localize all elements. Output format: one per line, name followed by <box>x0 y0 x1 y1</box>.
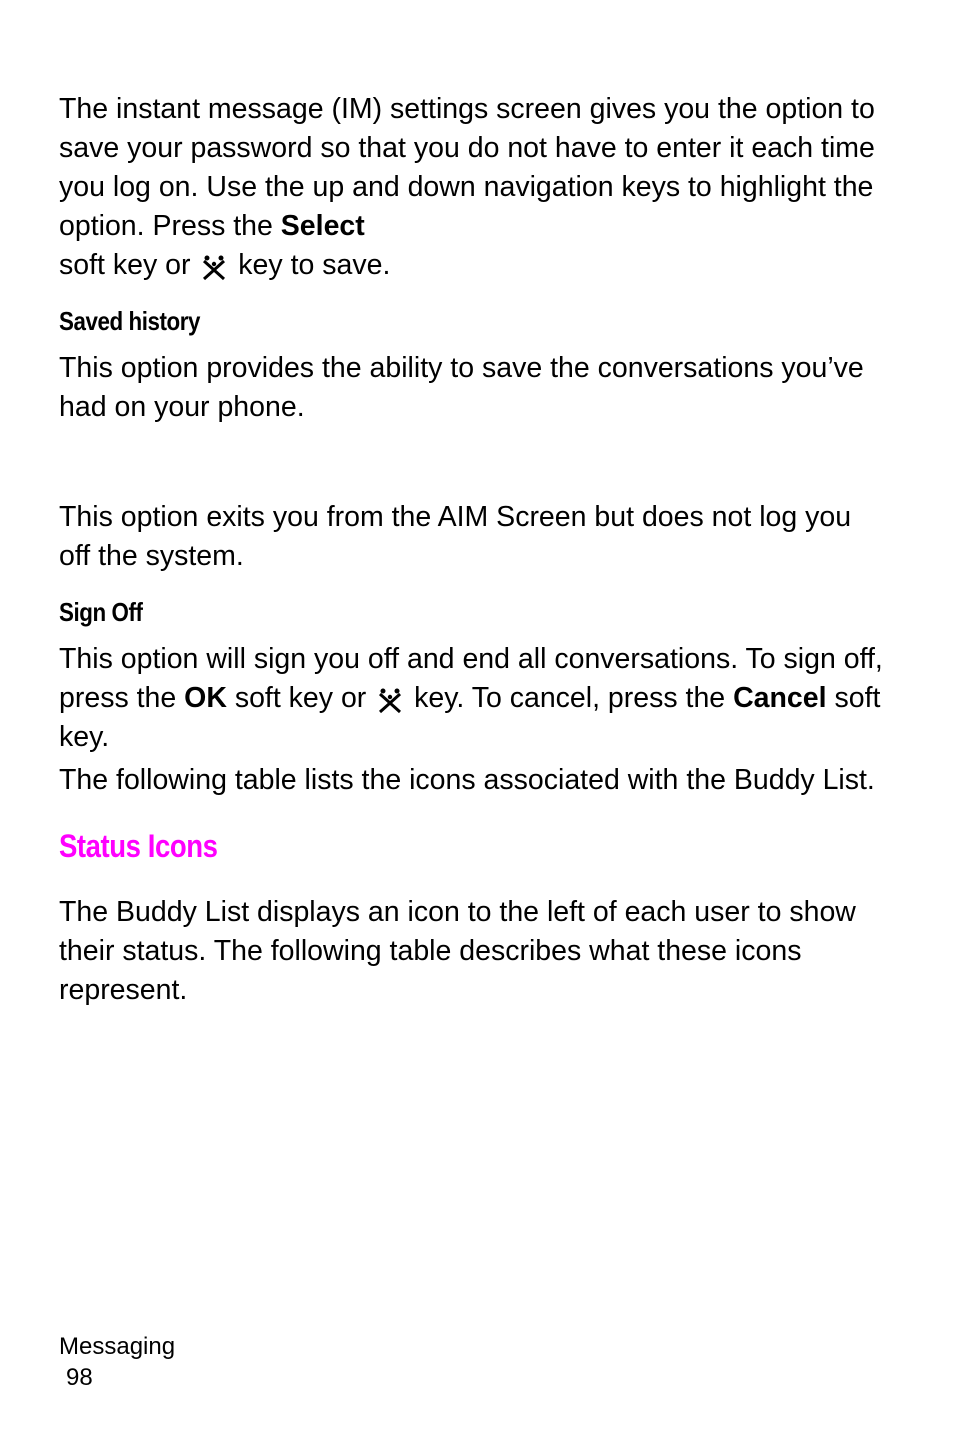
sign-off-text-2: soft key or <box>226 682 375 714</box>
sign-off-paragraph <box>59 640 889 757</box>
status-icons-body: The Buddy List displays an icon to the left of each user to show their status. The following table describes what these icons represent. <box>59 896 856 1006</box>
ok-key-label: OK <box>184 682 227 714</box>
select-key-label: Select <box>280 210 365 242</box>
table-intro: The following table lists the icons associated with the Buddy List. <box>59 764 875 796</box>
navigation-key-icon <box>374 684 406 716</box>
page-content <box>59 90 889 1010</box>
footer-section: Messaging <box>59 1333 176 1360</box>
status-icons-title: Status Icons <box>59 828 218 864</box>
page-footer <box>59 1331 175 1393</box>
saved-history-heading: Saved history <box>59 306 201 336</box>
saved-history-body: This option provides the ability to save the conversations you’ve had on your phone. <box>59 352 864 423</box>
sign-off-text-1: This option will sign you off and end all conversations. To sign off, press the <box>59 643 883 714</box>
navigation-key-icon <box>198 251 230 283</box>
sign-off-text-4: soft key. <box>59 682 881 753</box>
im-settings-text-2: soft key or <box>59 249 199 281</box>
sign-off-text-3: key. To cancel, press the <box>406 682 734 714</box>
cancel-key-label: Cancel <box>733 682 827 714</box>
im-settings-paragraph <box>59 90 889 285</box>
sign-off-heading: Sign Off <box>59 597 143 627</box>
im-settings-text-3: key to save. <box>230 249 391 281</box>
exit-option-body: This option exits you from the AIM Screen but does not log you off the system. <box>59 501 852 572</box>
page-number: 98 <box>66 1364 93 1391</box>
im-settings-text-1: The instant message (IM) settings screen gives you the option to save your password so that you do not have to enter it each time you log on. Use the up and down navigation keys to highlight the option. Press the <box>59 93 875 242</box>
